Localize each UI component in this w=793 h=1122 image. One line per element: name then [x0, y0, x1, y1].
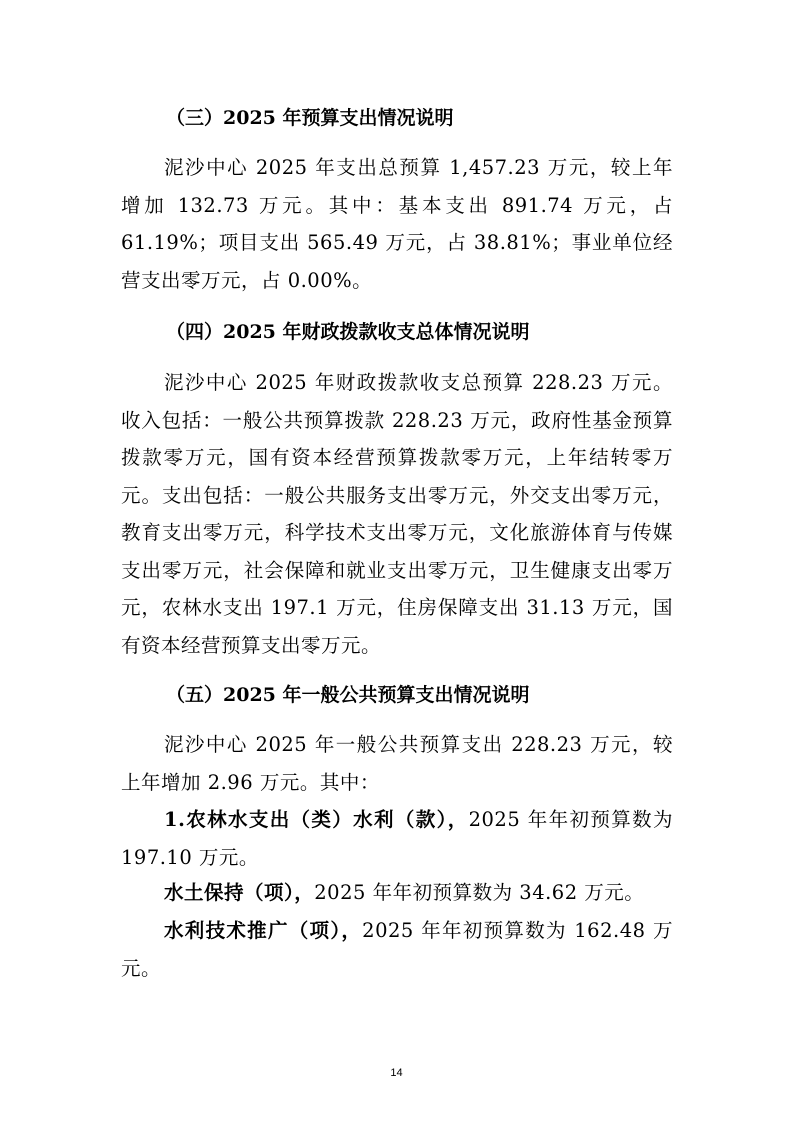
section-heading-general-budget: （五）2025 年一般公共预算支出情况说明: [166, 684, 530, 706]
soil-conservation-item-label: 水土保持（项），: [164, 881, 315, 904]
paragraph-soil-conservation-item: [121, 874, 673, 912]
agriculture-item-text: 2025 年年初预算数为 197.10 万元。: [121, 808, 673, 869]
technology-promotion-item-label: 水利技术推广（项），: [164, 919, 363, 942]
section-heading-fiscal-appropriation: （四）2025 年财政拨款收支总体情况说明: [166, 321, 530, 343]
paragraph-expenditure: 泥沙中心 2025 年支出总预算 1,457.23 万元，较上年增加 132.73 万元。其中：基本支出 891.74 万元，占 61.19%；项目支出 565.49 万元，占 38.81%；事业单位经营支出零万元，占 0.00%。: [121, 156, 673, 292]
technology-promotion-item-text: 2025 年年初预算数为 162.48 万元。: [121, 919, 673, 980]
agriculture-item-label: 1.农林水支出（类）水利（款），: [164, 808, 469, 831]
page-number: 14: [390, 1067, 403, 1079]
paragraph-agriculture-item: [121, 801, 673, 876]
paragraph-technology-promotion-item: [121, 912, 673, 987]
paragraph-fiscal-appropriation: 泥沙中心 2025 年财政拨款收支总预算 228.23 万元。收入包括：一般公共预算拨款 228.23 万元，政府性基金预算拨款零万元，国有资本经营预算拨款零万元，上年结转零万元。支出包括：一般公共服务支出零万元，外交支出零万元，教育支出零万元，科学技术支出零万元，文化旅游体育与传媒支出零万元，社会保障和就业支出零万元，卫生健康支出零万元，农林水支出 197.1 万元，住房保障支出 31.13 万元，国有资本经营预算支出零万元。: [121, 371, 673, 657]
soil-conservation-item-text: 2025 年年初预算数为 34.62 万元。: [314, 881, 645, 904]
paragraph-general-budget: 泥沙中心 2025 年一般公共预算支出 228.23 万元，较上年增加 2.96 万元。其中：: [121, 733, 673, 794]
section-heading-expenditure: （三）2025 年预算支出情况说明: [166, 107, 454, 129]
